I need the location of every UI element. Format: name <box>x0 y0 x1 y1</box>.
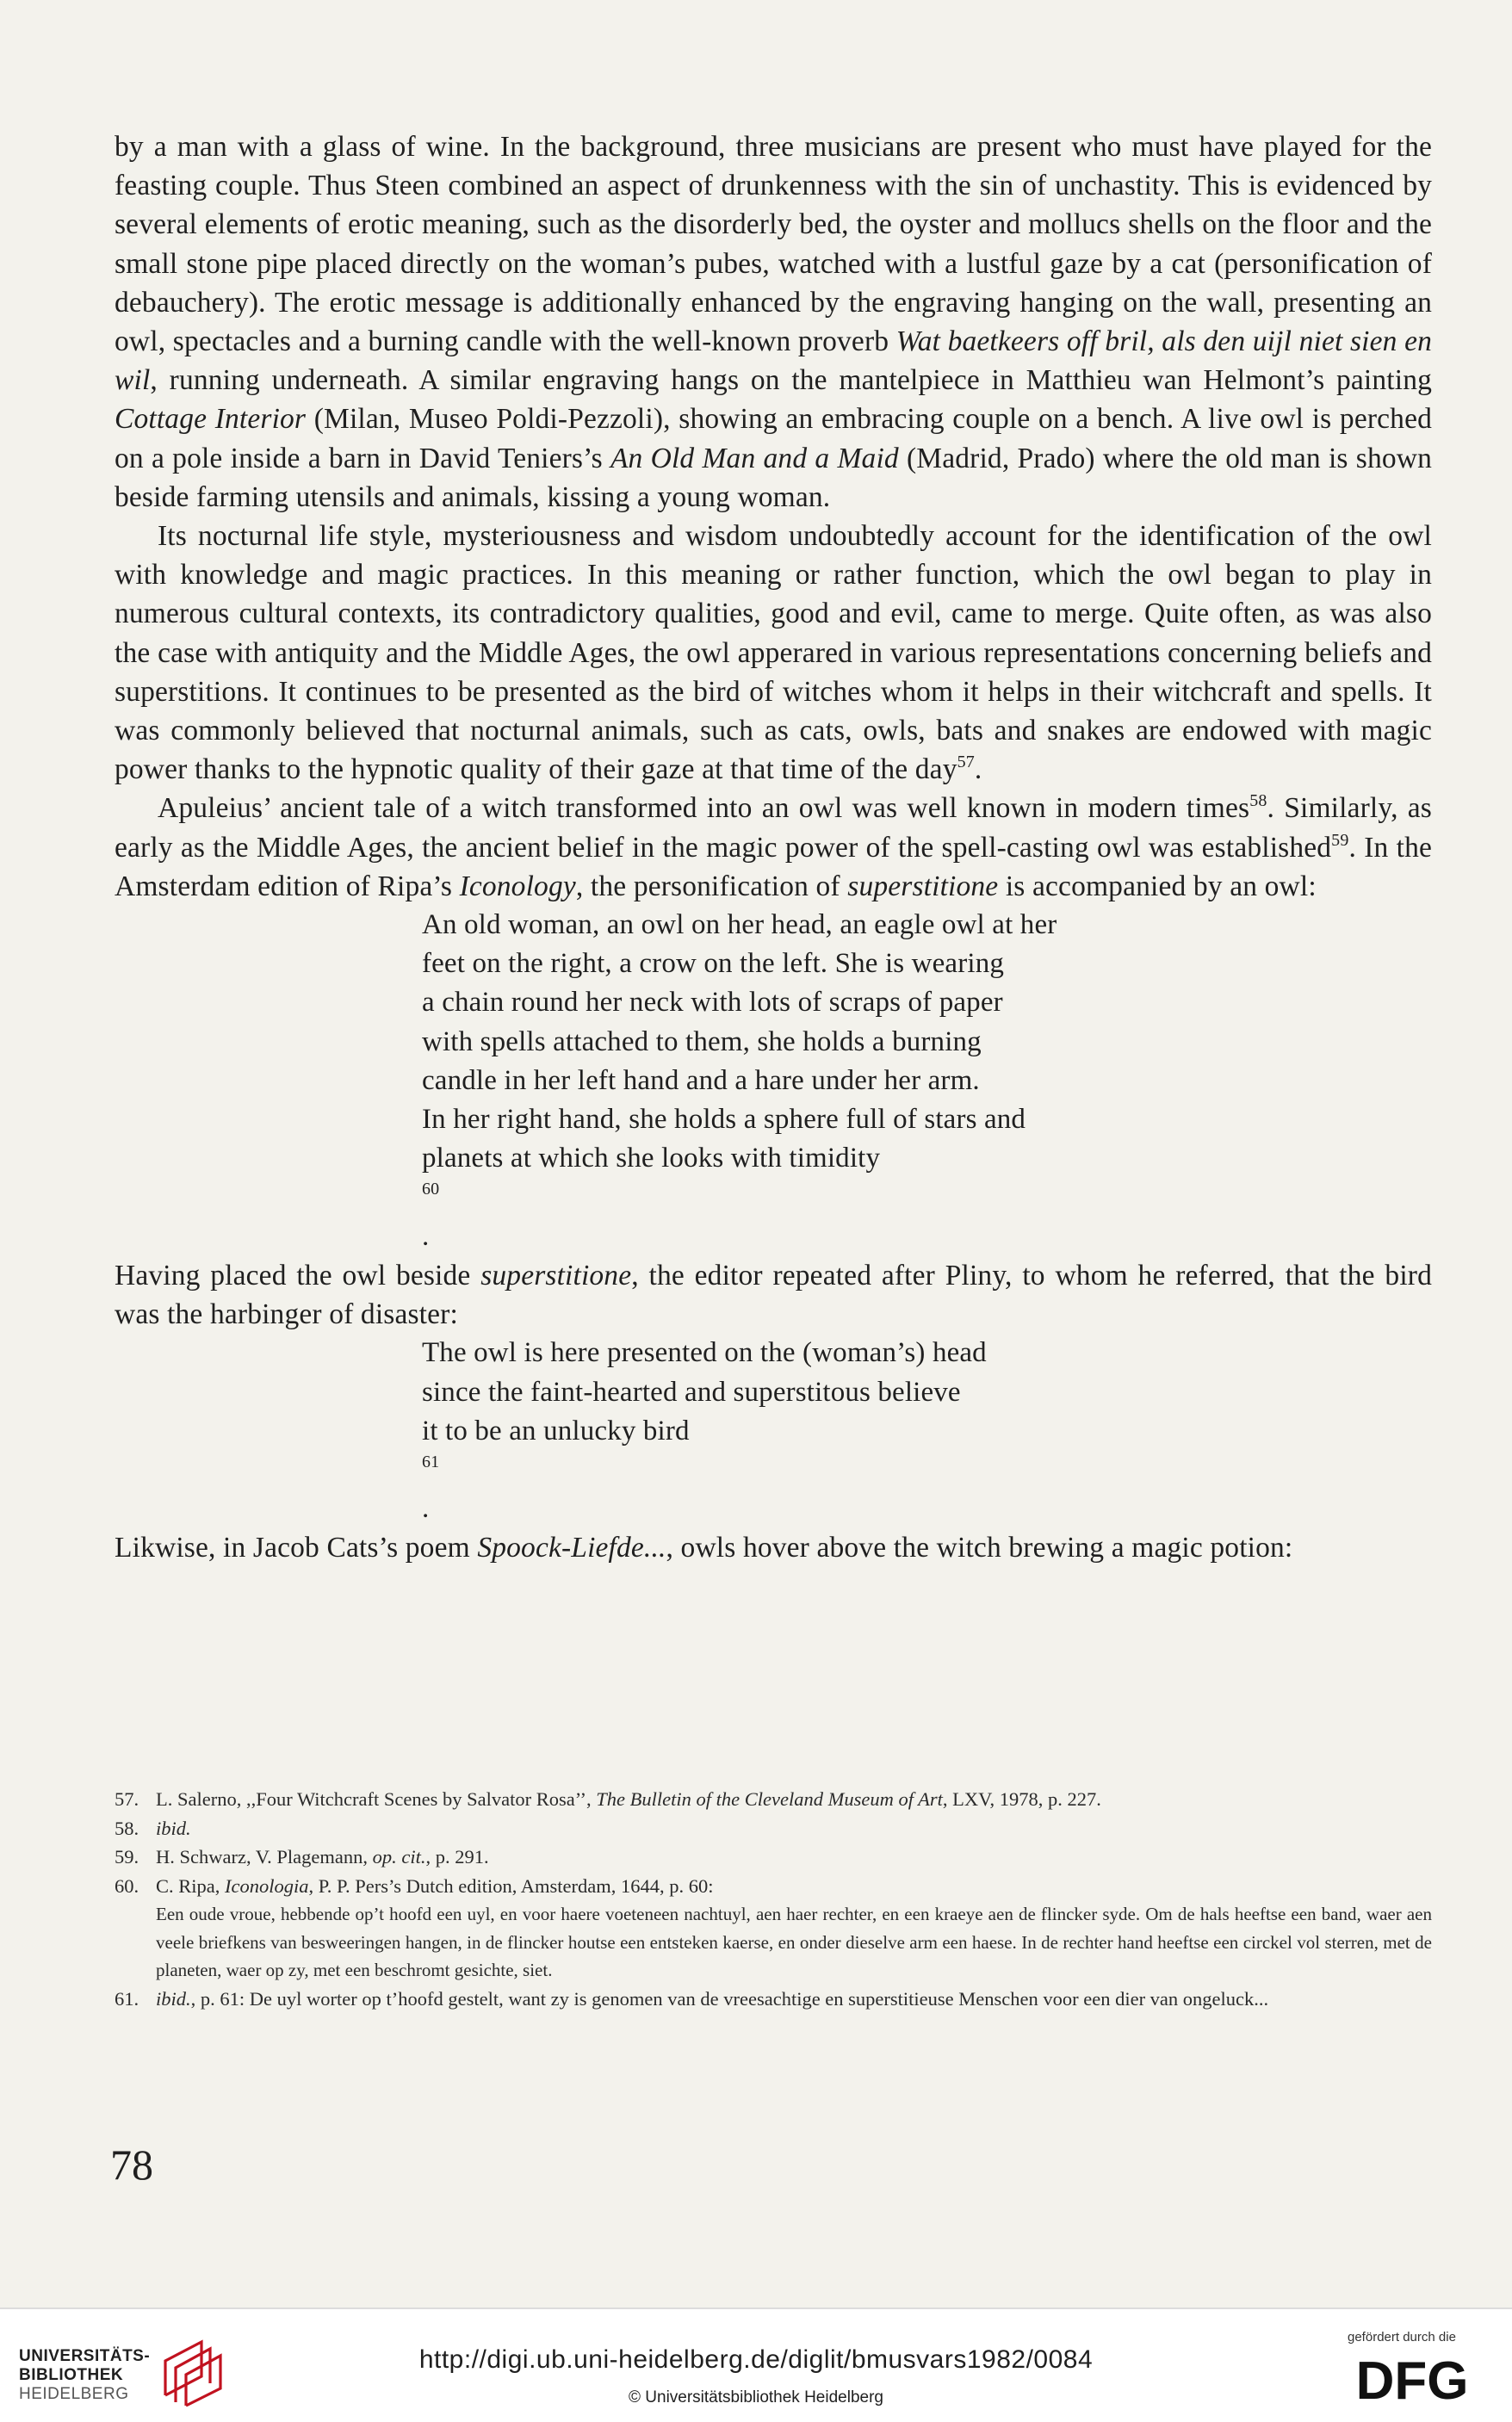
block-quote-ripa <box>422 906 1197 1256</box>
footnotes <box>115 1785 1432 2013</box>
block-quote-pliny <box>422 1334 1197 1528</box>
quote-line: In her right hand, she holds a sphere full of stars and <box>422 1104 1026 1136</box>
footnote-59: 59. H. Schwarz, V. Plagemann, op. cit., p. 291. <box>115 1846 489 1868</box>
paragraph-1: by a man with a glass of wine. In the background, three musicians are present who must have played for the feasting couple. Thus Steen combined an aspect of drunkenness with the sin of unchastity. This is evidenced by several elements of erotic meaning, such as the disorderly bed, the oyster and mollucs shells on the floor and the small stone pipe placed directly on the woman’s pubes, watched with a lustful gaze by a cat (personification of debauchery). The erotic message is additionally enhanced by the engraving hanging on the wall, presenting an owl, spectacles and a burning candle with the well-known proverb Wat baetkeers off bril, als den uijl niet sien en wil, running underneath. A similar engraving hangs on the mantelpiece in Matthieu wan Helmont’s painting Cottage Interior (Milan, Museo Poldi-Pezzoli), showing an embracing couple on a bench. A live owl is perched on a pole inside a barn in David Teniers’s An Old Man and a Maid (Madrid, Prado) where the old man is shown beside farming utensils and animals, kissing a young woman. <box>115 131 1433 513</box>
source-url-link[interactable]: http://digi.ub.uni-heidelberg.de/diglit/bmusvars1982/0084 <box>418 2345 1094 2374</box>
quote-line-last: planets at which she looks with timidity $^{60}$ . <box>422 1143 881 1252</box>
paragraph-5: Likwise, in Jacob Cats’s poem Spoock-Liefde..., owls hover above the witch brewing a magic potion: <box>115 1532 1293 1564</box>
footnote-58: 58. ibid. <box>115 1817 191 1839</box>
dfg-logo <box>1343 2349 1481 2409</box>
footnote-60-quote: Een oude vroue, hebbende op’t hoofd een uyl, en voor haere voeteneen nachtuyl, aen haer rechter, en een kraeye aen de flincker syde. Om de hals heeftse een band, waer aen veele briefkens van besweeringen hangen, in de flincker houtse een entsteken kaerse, en onder dieselve arm een haese. In de rechter hand heeftse een circkel vol sterren, met de planeten, waer op zy, met een beschromt gesichte, siet. <box>156 1904 1432 1981</box>
quote-line: a chain round her neck with lots of scraps of paper <box>422 987 1003 1019</box>
paragraph-3: Apuleius’ ancient tale of a witch transformed into an owl was well known in modern times$^{58}$. Similarly, as early as the Middle Ages, the ancient belief in the magic power of the spell-casting owl was established$^{59}$. In the Amsterdam edition of Ripa’s Iconology, the personification of superstitione is accompanied by an owl: <box>115 791 1432 902</box>
footnote-57: 57. L. Salerno, ,,Four Witchcraft Scenes by Salvator Rosa’’, The Bulletin of the Cleveland Museum of Art, LXV, 1978, p. 227. <box>115 1788 1101 1810</box>
quote-line: feet on the right, a crow on the left. She is wearing <box>422 948 1004 980</box>
paragraph-2: Its nocturnal life style, mysteriousness and wisdom undoubtedly account for the identification of the owl with knowledge and magic practices. In this meaning or rather function, which the owl began to play in numerous cultural contexts, its contradictory qualities, good and evil, came to merge. Quite often, as was also the case with antiquity and the Middle Ages, the owl apperared in various representations concerning beliefs and superstitions. It continues to be presented as the bird of witches whom it helps in their witchcraft and spells. It was commonly believed that nocturnal animals, such as cats, owls, bats and snakes are endowed with magic power thanks to the hypnotic quality of their gaze at that time of the day$^{57}$. <box>115 520 1432 786</box>
paragraph-4: Having placed the owl beside superstitione, the editor repeated after Pliny, to whom he referred, that the bird was the harbinger of disaster: <box>115 1259 1432 1331</box>
quote-line: An old woman, an owl on her head, an eagle owl at her <box>422 909 1057 941</box>
quote-line-last: it to be an unlucky bird $^{61}$ . <box>422 1415 690 1525</box>
quote-line: since the faint-hearted and superstitous believe <box>422 1376 961 1408</box>
quote-line: with spells attached to them, she holds a burning <box>422 1025 982 1057</box>
library-name: UNIVERSITÄTS- BIBLIOTHEK HEIDELBERG <box>19 2347 151 2403</box>
quote-line: The owl is here presented on the (woman’s) head <box>422 1337 987 1369</box>
body-text <box>115 127 1432 1568</box>
page-number: 78 <box>110 2140 153 2189</box>
quote-line: candle in her left hand and a hare under her arm. <box>422 1064 980 1096</box>
copyright-text: © Universitätsbibliothek Heidelberg <box>629 2388 883 2407</box>
funder-label: gefördert durch die <box>1348 2330 1456 2345</box>
footnote-60: 60. C. Ripa, Iconologia, P. P. Pers’s Dutch edition, Amsterdam, 1644, p. 60: <box>115 1874 714 1897</box>
footnote-61: 61. ibid., p. 61: De uyl worter op t’hoofd gestelt, want zy is genomen van de vreesachtige en superstitieuse Menschen voor een dier van ongeluck... <box>115 1987 1269 2010</box>
footer-bar <box>0 2307 1512 2422</box>
dfg-logo-text: DFG <box>1355 2351 1469 2409</box>
